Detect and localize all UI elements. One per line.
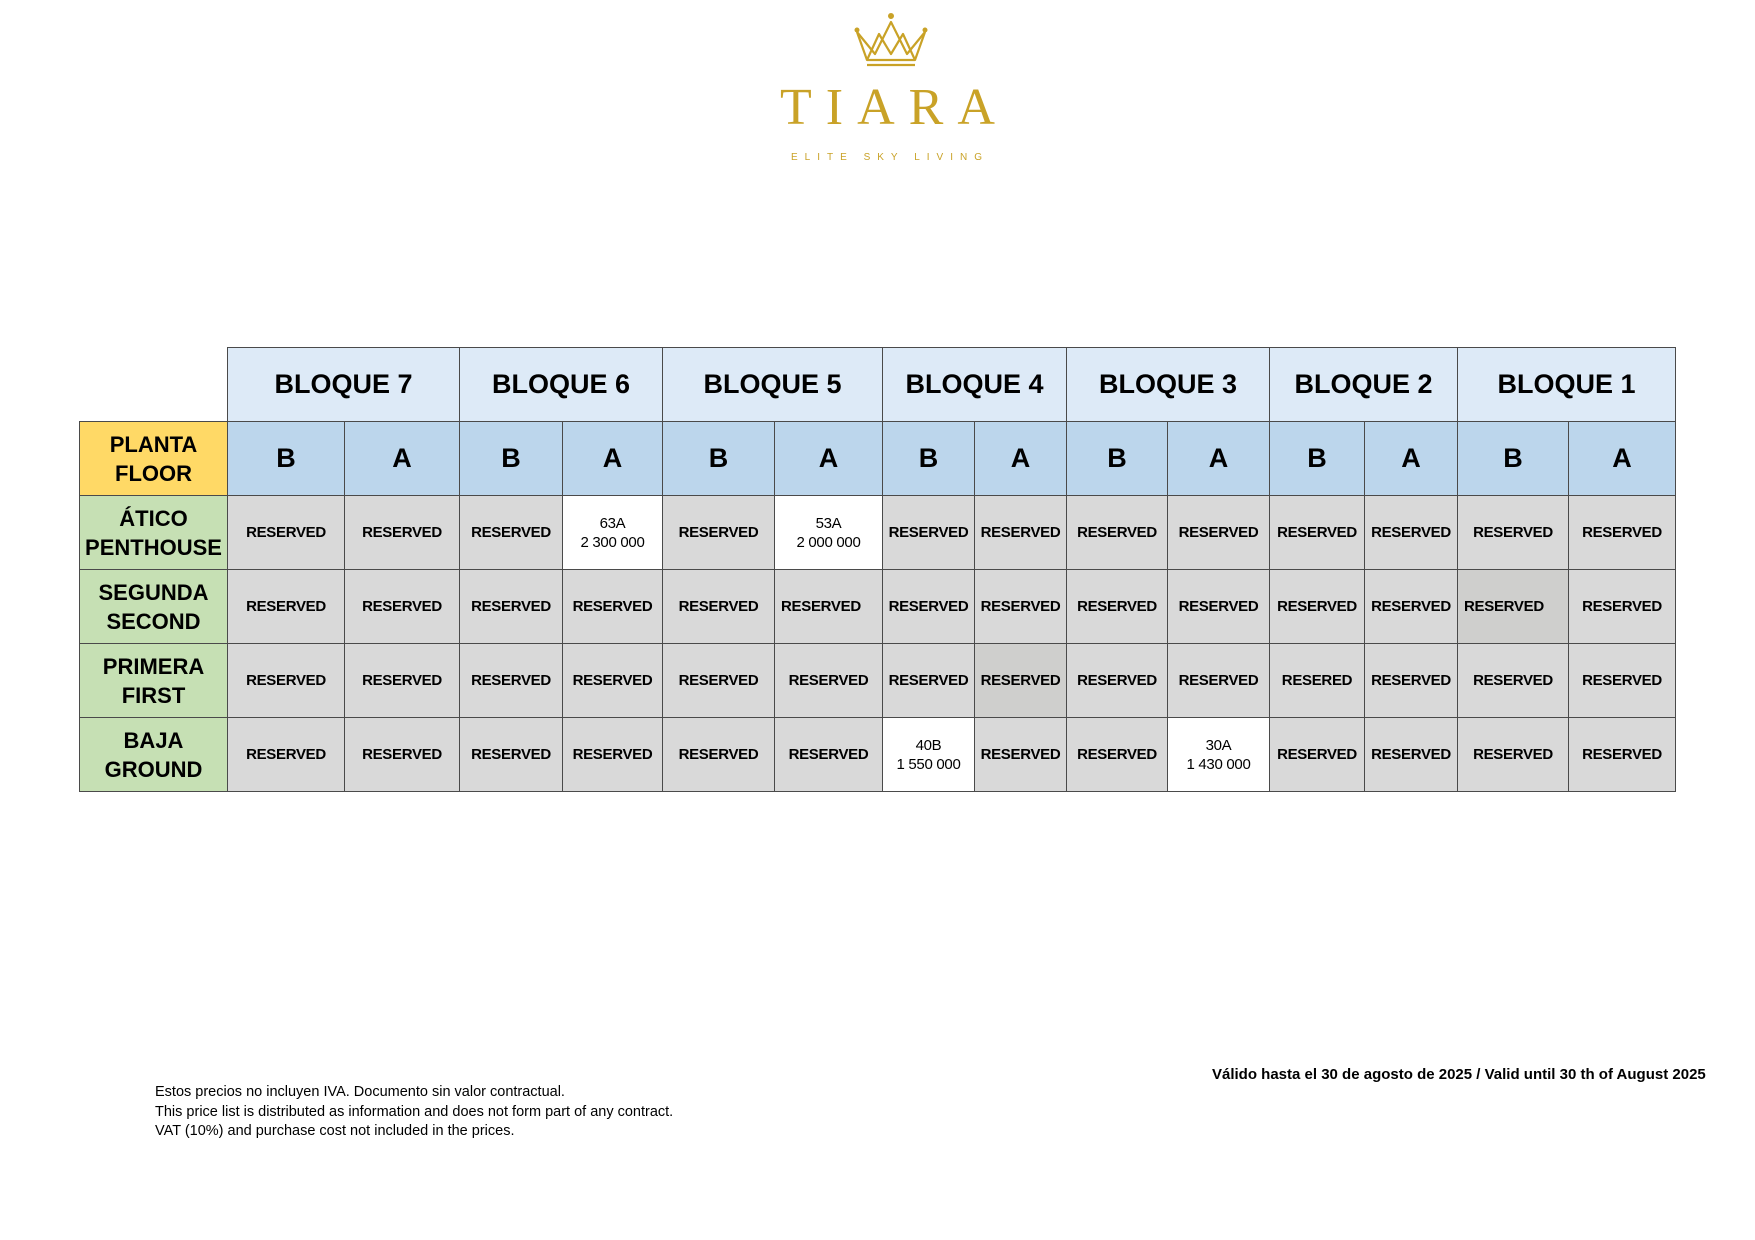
reserved-cell: RESERVED	[1270, 718, 1365, 792]
unit-price: 2 300 000	[580, 533, 645, 551]
floor-header-es: PLANTA	[109, 431, 198, 457]
reserved-cell: RESERVED	[1365, 496, 1458, 570]
reserved-cell: RESERVED	[1458, 570, 1569, 644]
corner-blank	[80, 348, 228, 422]
unit-side-header: B	[663, 422, 775, 496]
reserved-cell: RESERVED	[1569, 570, 1676, 644]
floor-label-en: PENTHOUSE	[85, 534, 222, 560]
unit-code: 63A	[599, 514, 626, 532]
reserved-cell: RESERVED	[1270, 496, 1365, 570]
unit-side-header: A	[563, 422, 663, 496]
block-header: BLOQUE 2	[1270, 348, 1458, 422]
reserved-cell: RESERVED	[345, 644, 460, 718]
unit-side-header: A	[1168, 422, 1270, 496]
reserved-cell: RESERVED	[1458, 644, 1569, 718]
reserved-cell: RESERED	[1270, 644, 1365, 718]
unit-price: 1 430 000	[1186, 755, 1251, 773]
table-body	[80, 348, 1676, 792]
validity-note: Válido hasta el 30 de agosto de 2025 / Valid until 30 th of August 2025	[1212, 1066, 1706, 1083]
unit-side-header: A	[345, 422, 460, 496]
block-header: BLOQUE 7	[228, 348, 460, 422]
reserved-cell: RESERVED	[775, 570, 883, 644]
reserved-cell: RESERVED	[1569, 718, 1676, 792]
unit-side-header: B	[228, 422, 345, 496]
reserved-cell: RESERVED	[1365, 570, 1458, 644]
floor-label	[80, 570, 228, 644]
note-line: VAT (10%) and purchase cost not included in the prices.	[155, 1123, 515, 1139]
note-line: Estos precios no incluyen IVA. Documento sin valor contractual.	[155, 1084, 565, 1100]
unit-header-row	[80, 422, 1676, 496]
disclaimer-notes	[155, 1083, 673, 1142]
reserved-cell: RESERVED	[1365, 644, 1458, 718]
floor-header-en: FLOOR	[115, 460, 192, 486]
unit-price: 1 550 000	[896, 755, 961, 773]
reserved-cell: RESERVED	[228, 718, 345, 792]
reserved-cell: RESERVED	[975, 718, 1067, 792]
floor-label	[80, 718, 228, 792]
unit-code: 30A	[1205, 736, 1232, 754]
reserved-cell: RESERVED	[1569, 644, 1676, 718]
unit-side-header: B	[1270, 422, 1365, 496]
unit-side-header: B	[883, 422, 975, 496]
unit-price: 2 000 000	[796, 533, 861, 551]
floor-label-es: SEGUNDA	[98, 579, 209, 605]
reserved-cell: RESERVED	[883, 496, 975, 570]
floor-label-es: PRIMERA	[102, 653, 205, 679]
reserved-cell: RESERVED	[975, 570, 1067, 644]
reserved-cell: RESERVED	[563, 644, 663, 718]
brand-name: TIARA	[780, 79, 1009, 136]
block-header: BLOQUE 5	[663, 348, 883, 422]
floor-row	[80, 496, 1676, 570]
reserved-cell: RESERVED	[1067, 644, 1168, 718]
unit-code: 53A	[815, 514, 842, 532]
reserved-cell: RESERVED	[663, 718, 775, 792]
available-unit-cell	[775, 496, 883, 570]
reserved-cell: RESERVED	[1067, 570, 1168, 644]
floor-label	[80, 496, 228, 570]
reserved-cell: RESERVED	[1067, 496, 1168, 570]
reserved-cell: RESERVED	[1458, 718, 1569, 792]
reserved-cell: RESERVED	[663, 570, 775, 644]
crown-icon	[853, 10, 929, 68]
floor-label	[80, 644, 228, 718]
reserved-cell: RESERVED	[460, 644, 563, 718]
unit-side-header: A	[775, 422, 883, 496]
reserved-cell: RESERVED	[1168, 496, 1270, 570]
reserved-cell: RESERVED	[460, 496, 563, 570]
floor-row	[80, 644, 1676, 718]
note-line: This price list is distributed as information and does not form part of any contract.	[155, 1103, 674, 1120]
block-header: BLOQUE 6	[460, 348, 663, 422]
availability-table	[79, 347, 1676, 792]
reserved-cell: RESERVED	[345, 570, 460, 644]
unit-side-header: B	[460, 422, 563, 496]
reserved-cell: RESERVED	[228, 644, 345, 718]
reserved-cell: RESERVED	[1067, 718, 1168, 792]
floor-label-es: ÁTICO	[119, 505, 188, 531]
reserved-cell: RESERVED	[1365, 718, 1458, 792]
reserved-cell: RESERVED	[228, 496, 345, 570]
block-header: BLOQUE 1	[1458, 348, 1676, 422]
reserved-cell: RESERVED	[563, 718, 663, 792]
available-unit-cell	[563, 496, 663, 570]
reserved-cell: RESERVED	[1168, 570, 1270, 644]
unit-side-header: A	[1365, 422, 1458, 496]
floor-label-en: FIRST	[121, 682, 186, 708]
reserved-cell: RESERVED	[1458, 496, 1569, 570]
reserved-cell: RESERVED	[663, 644, 775, 718]
reserved-cell: RESERVED	[775, 718, 883, 792]
floor-label-en: SECOND	[106, 608, 201, 634]
unit-side-header: B	[1458, 422, 1569, 496]
reserved-cell: RESERVED	[883, 570, 975, 644]
reserved-cell: RESERVED	[663, 496, 775, 570]
block-header: BLOQUE 4	[883, 348, 1067, 422]
reserved-cell: RESERVED	[228, 570, 345, 644]
unit-code: 40B	[915, 736, 942, 754]
reserved-cell: RESERVED	[460, 570, 563, 644]
floor-row	[80, 718, 1676, 792]
reserved-cell: RESERVED	[775, 644, 883, 718]
reserved-cell: RESERVED	[975, 644, 1067, 718]
floor-label-es: BAJA	[123, 727, 184, 753]
reserved-cell: RESERVED	[460, 718, 563, 792]
block-header-row	[80, 348, 1676, 422]
reserved-cell: RESERVED	[1270, 570, 1365, 644]
reserved-cell: RESERVED	[563, 570, 663, 644]
floor-header	[80, 422, 228, 496]
floor-row	[80, 570, 1676, 644]
reserved-cell: RESERVED	[345, 496, 460, 570]
reserved-cell: RESERVED	[1168, 644, 1270, 718]
reserved-cell: RESERVED	[1569, 496, 1676, 570]
unit-side-header: A	[1569, 422, 1676, 496]
reserved-cell: RESERVED	[975, 496, 1067, 570]
reserved-cell: RESERVED	[345, 718, 460, 792]
reserved-cell: RESERVED	[883, 644, 975, 718]
unit-side-header: B	[1067, 422, 1168, 496]
brand-tagline: ELITE SKY LIVING	[791, 152, 989, 163]
available-unit-cell	[883, 718, 975, 792]
block-header: BLOQUE 3	[1067, 348, 1270, 422]
floor-label-en: GROUND	[104, 756, 203, 782]
available-unit-cell	[1168, 718, 1270, 792]
unit-side-header: A	[975, 422, 1067, 496]
